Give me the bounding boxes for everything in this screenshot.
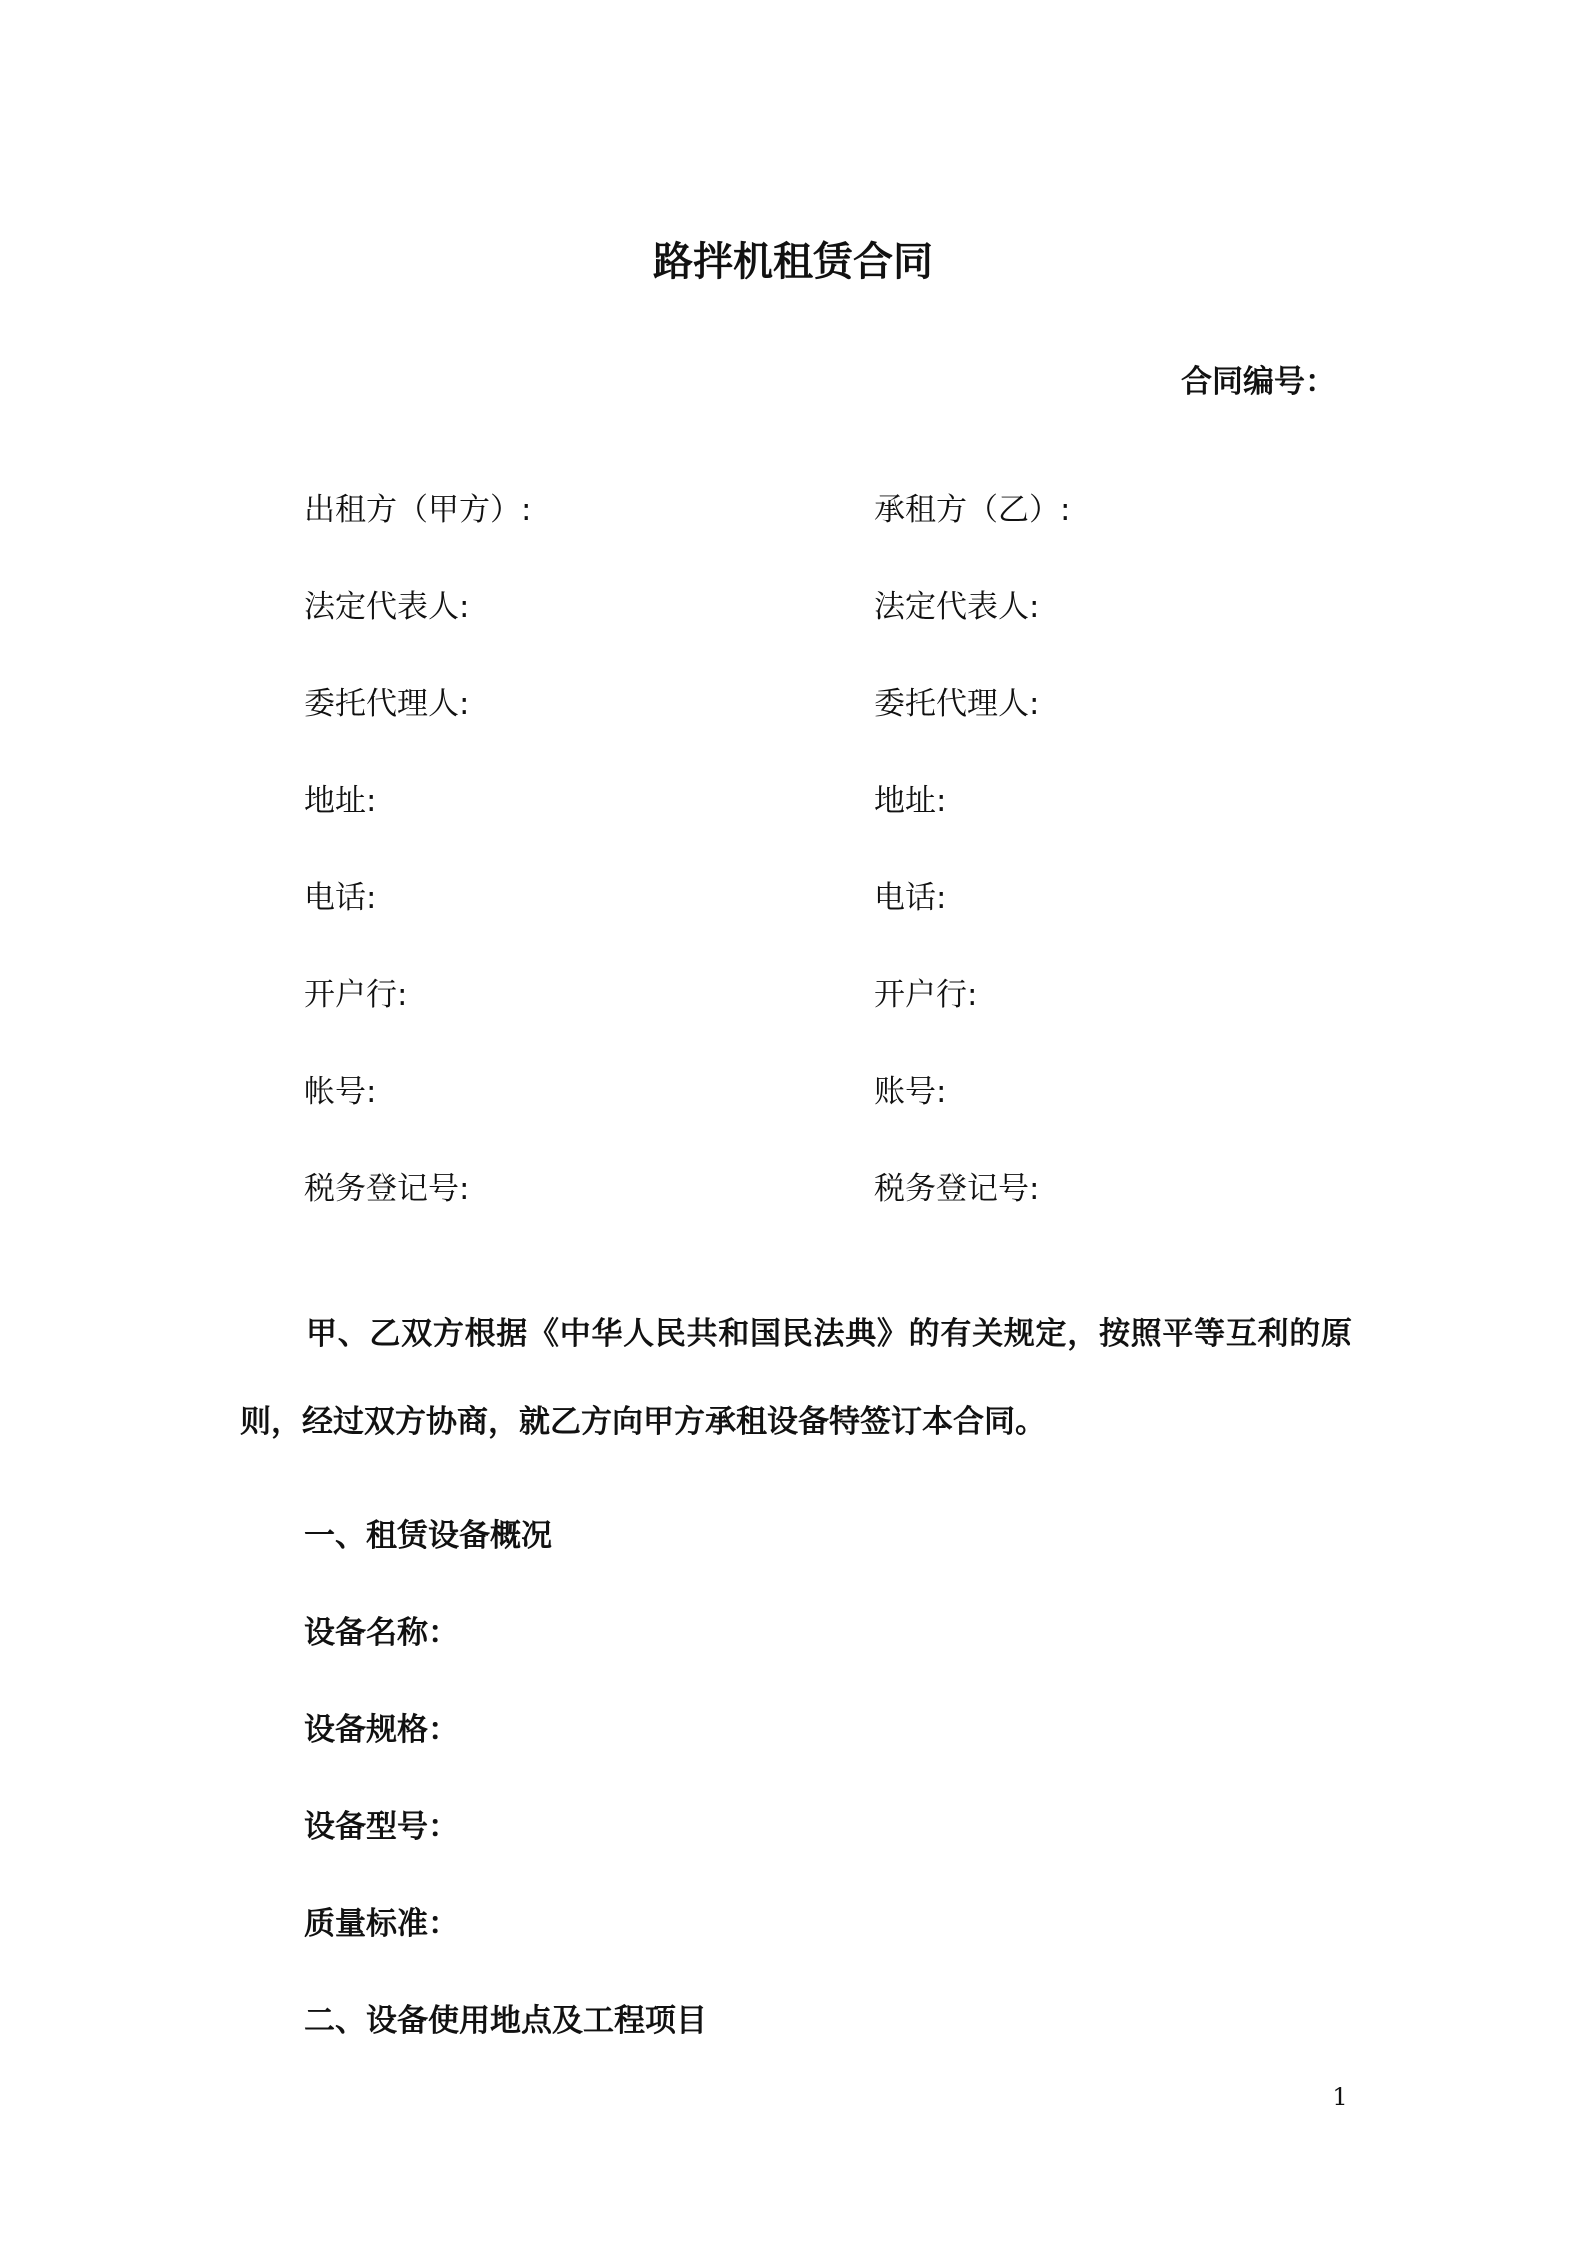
party-b-tax-id: 税务登记号: <box>874 1171 1040 1207</box>
party-row-bank <box>0 971 1586 1019</box>
party-row-agent <box>0 680 1586 728</box>
party-b-phone: 电话: <box>874 880 947 916</box>
party-a-phone: 电话: <box>304 880 377 916</box>
party-row-address <box>0 777 1586 825</box>
quality-standard-field: 质量标准： <box>304 1906 459 1942</box>
party-row-legal-representative <box>0 583 1586 631</box>
section-1-heading: 一、租赁设备概况 <box>304 1518 552 1554</box>
intro-paragraph: 甲、乙双方根据《中华人民共和国民法典》的有关规定，按照平等互利的原则，经过双方协商，就乙方向甲方承租设备特签订本合同。 <box>240 1316 1352 1440</box>
party-b-agent: 委托代理人: <box>874 686 1040 722</box>
equipment-name-field: 设备名称： <box>304 1615 459 1651</box>
equipment-model-field: 设备型号： <box>304 1809 459 1845</box>
party-row-account <box>0 1068 1586 1116</box>
party-b-account: 账号: <box>874 1074 947 1110</box>
party-a-legal-representative: 法定代表人: <box>304 589 470 625</box>
lessor-label: 出租方（甲方）: <box>304 492 532 528</box>
party-a-tax-id: 税务登记号: <box>304 1171 470 1207</box>
contract-number-label: 合同编号： <box>1181 364 1336 400</box>
equipment-spec-field: 设备规格： <box>304 1712 459 1748</box>
party-b-legal-representative: 法定代表人: <box>874 589 1040 625</box>
party-row-phone <box>0 874 1586 922</box>
party-b-address: 地址: <box>874 783 947 819</box>
party-a-bank: 开户行: <box>304 977 408 1013</box>
section-2-heading: 二、设备使用地点及工程项目 <box>304 2003 707 2039</box>
document-title: 路拌机租赁合同 <box>653 239 933 285</box>
party-b-bank: 开户行: <box>874 977 978 1013</box>
party-row-lessor <box>0 486 1586 534</box>
party-a-agent: 委托代理人: <box>304 686 470 722</box>
party-a-address: 地址: <box>304 783 377 819</box>
party-row-tax-id <box>0 1165 1586 1213</box>
lessee-label: 承租方（乙）: <box>874 492 1071 528</box>
party-a-account: 帐号: <box>304 1074 377 1110</box>
page-number: 1 <box>1332 2083 1348 2111</box>
